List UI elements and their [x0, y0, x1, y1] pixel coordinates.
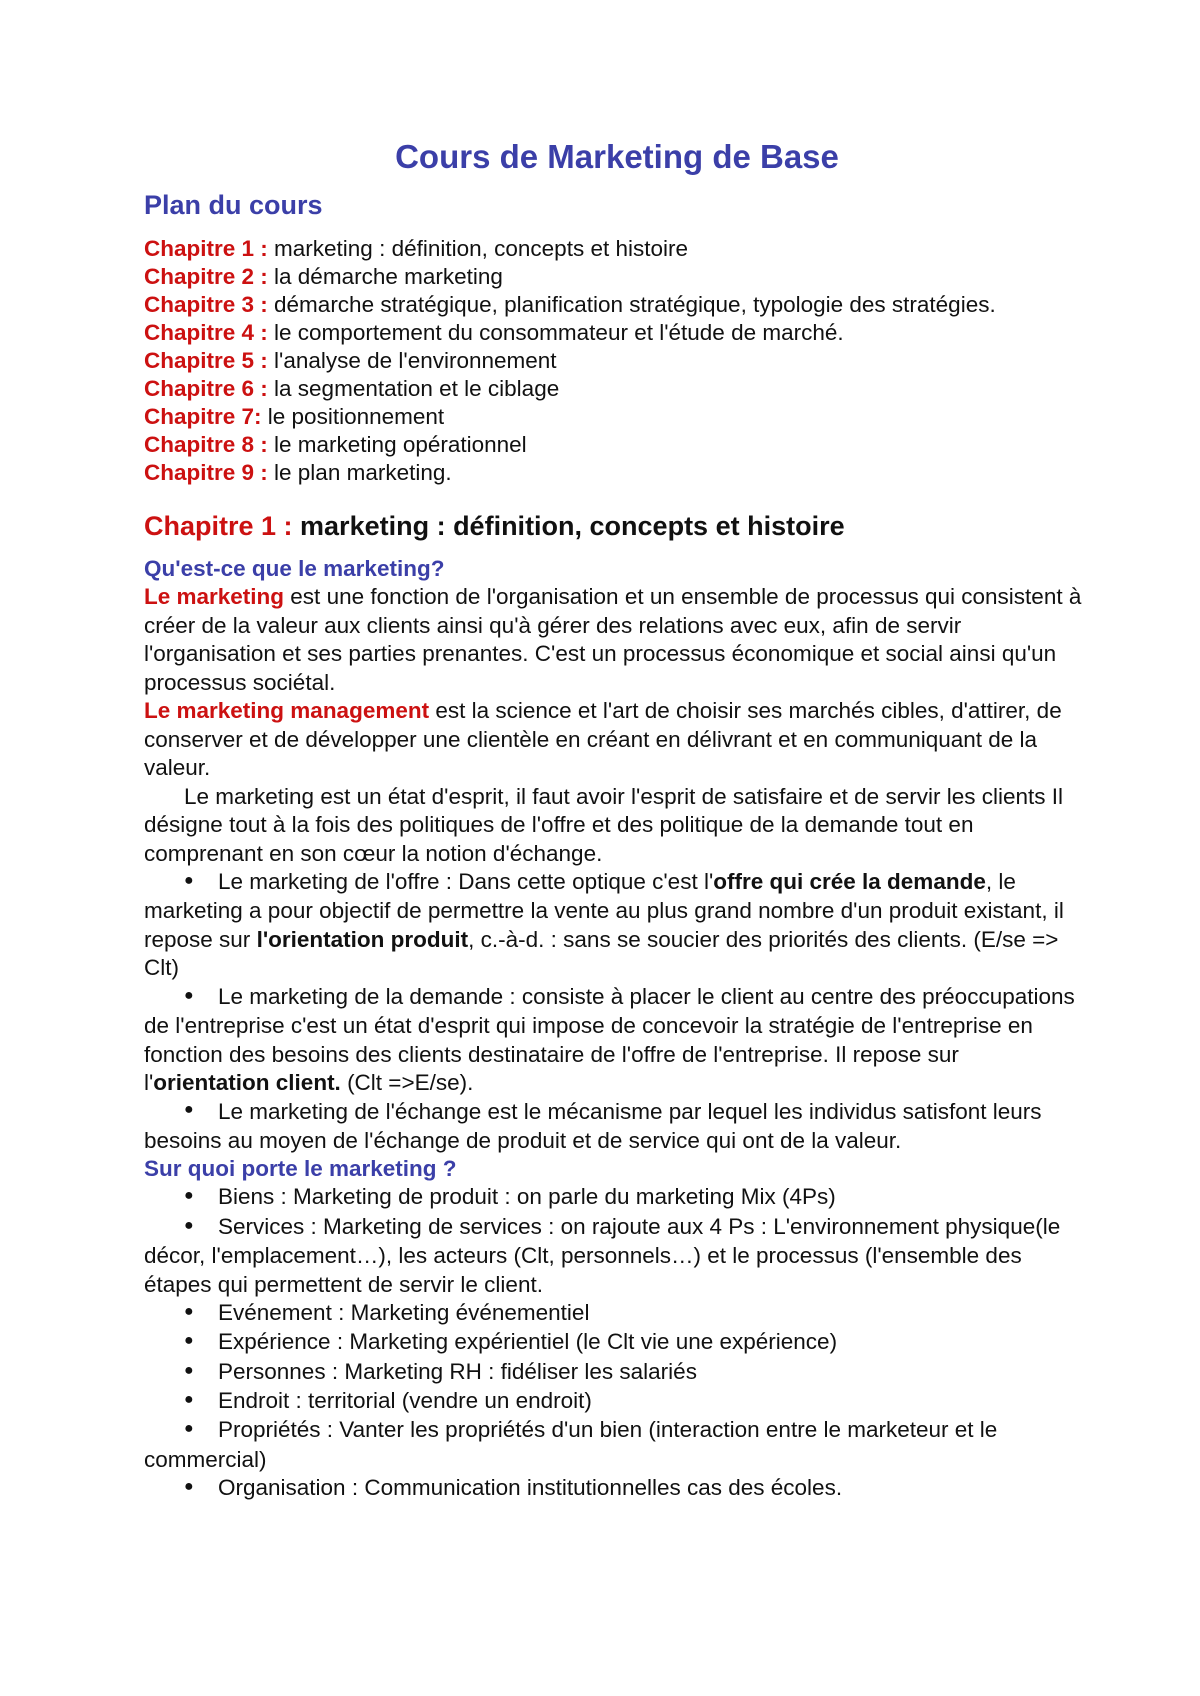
- chapter-1-heading: [144, 509, 1084, 543]
- bullet-icon: ●: [184, 1390, 194, 1408]
- toc-item: [144, 263, 1084, 291]
- chapter-1-label: Chapitre 1 :: [144, 511, 293, 541]
- toc-item: [144, 375, 1084, 403]
- marketing-scope-list: [144, 1183, 1084, 1503]
- list-item: ● Le marketing de l'échange est le mécanisme par lequel les individus satisfont leurs besoins au moyen de l'échange de produit et de service qui ont de la valeur.: [144, 1098, 1084, 1156]
- list-item: ● Propriétés : Vanter les propriétés d'un bien (interaction entre le marketeur et le commercial): [144, 1416, 1084, 1474]
- table-of-contents: [144, 235, 1084, 487]
- marketing-types-list: [144, 868, 1084, 1155]
- list-item: ● Expérience : Marketing expérientiel (le Clt vie une expérience): [144, 1328, 1084, 1357]
- bullet-icon: ●: [184, 1187, 194, 1205]
- toc-item: [144, 291, 1084, 319]
- toc-chapter-label: Chapitre 1 :: [144, 236, 268, 261]
- toc-chapter-text: le marketing opérationnel: [267, 432, 527, 457]
- definition-marketing: [144, 583, 1084, 697]
- toc-chapter-label: Chapitre 2 :: [144, 264, 268, 289]
- bullet-icon: ●: [184, 1477, 194, 1495]
- document-title: Cours de Marketing de Base: [395, 138, 839, 175]
- toc-chapter-text: la segmentation et le ciblage: [267, 376, 560, 401]
- toc-item: [144, 431, 1084, 459]
- toc-chapter-text: marketing : définition, concepts et histoire: [267, 236, 688, 261]
- list-item: ● Evénement : Marketing événementiel: [144, 1299, 1084, 1328]
- toc-chapter-text: le positionnement: [261, 404, 445, 429]
- bullet-icon: ●: [184, 1101, 194, 1119]
- definition-term: Le marketing management: [144, 698, 430, 723]
- toc-chapter-text: le comportement du consommateur et l'étude de marché.: [267, 320, 844, 345]
- definition-marketing-management: [144, 697, 1084, 783]
- bullet-icon: ●: [184, 1332, 194, 1350]
- definition-text: est une fonction de l'organisation et un ensemble de processus qui consistent à créer de la valeur aux clients ainsi qu'à gérer des relations avec eux, afin de servir l'organisation et ses parties prenantes. C'est un processus économique et social ainsi qu'un processus sociétal.: [144, 584, 1082, 695]
- toc-chapter-text: la démarche marketing: [267, 264, 503, 289]
- toc-chapter-label: Chapitre 4 :: [144, 320, 268, 345]
- list-item: ● Services : Marketing de services : on rajoute aux 4 Ps : L'environnement physique(le décor, l'emplacement…), les acteurs (Clt, personnels…) et le processus (l'ensemble des étapes qui permettent de servir le client.: [144, 1213, 1084, 1299]
- bullet-icon: ●: [184, 986, 194, 1004]
- toc-chapter-label: Chapitre 3 :: [144, 292, 268, 317]
- list-item: ● Biens : Marketing de produit : on parle du marketing Mix (4Ps): [144, 1183, 1084, 1212]
- definition-text: est la science et l'art de choisir ses marchés cibles, d'attirer, de conserver et de développer une clientèle en créant en délivrant et en communiquant de la valeur.: [144, 698, 1062, 780]
- list-item: ● Le marketing de la demande : consiste à placer le client au centre des préoccupations de l'entreprise c'est un état d'esprit qui impose de concevoir la stratégie de l'entreprise en fonction des besoins des clients destinataire de l'offre de l'entreprise. Il repose sur l'orientation client. (Clt =>E/se).: [144, 983, 1084, 1098]
- toc-chapter-label: Chapitre 6 :: [144, 376, 268, 401]
- question-what-is-marketing: Qu'est-ce que le marketing?: [144, 556, 445, 581]
- definition-term: Le marketing: [144, 584, 285, 609]
- question-what-marketing-covers: Sur quoi porte le marketing ?: [144, 1156, 457, 1182]
- chapter-1-title: marketing : définition, concepts et histoire: [292, 511, 845, 541]
- document-content: [144, 138, 1084, 1503]
- toc-chapter-text: l'analyse de l'environnement: [267, 348, 557, 373]
- paragraph-state-of-mind: Le marketing est un état d'esprit, il faut avoir l'esprit de satisfaire et de servir les clients Il désigne tout à la fois des politiques de l'offre et des politique de la demande tout en comprenant en son cœur la notion d'échange.: [144, 783, 1063, 866]
- list-item: ● Endroit : territorial (vendre un endroit): [144, 1387, 1084, 1416]
- toc-item: [144, 235, 1084, 263]
- toc-item: [144, 459, 1084, 487]
- list-item: ● Organisation : Communication institutionnelles cas des écoles.: [144, 1474, 1084, 1503]
- toc-chapter-label: Chapitre 7:: [144, 404, 262, 429]
- bullet-icon: ●: [184, 871, 194, 889]
- toc-chapter-text: le plan marketing.: [267, 460, 452, 485]
- bullet-icon: ●: [184, 1302, 194, 1320]
- toc-item: [144, 347, 1084, 375]
- toc-chapter-text: démarche stratégique, planification stratégique, typologie des stratégies.: [267, 292, 996, 317]
- toc-chapter-label: Chapitre 5 :: [144, 348, 268, 373]
- bullet-icon: ●: [184, 1216, 194, 1234]
- plan-heading: Plan du cours: [144, 190, 323, 220]
- bullet-icon: ●: [184, 1361, 194, 1379]
- toc-chapter-label: Chapitre 9 :: [144, 460, 268, 485]
- toc-item: [144, 319, 1084, 347]
- toc-chapter-label: Chapitre 8 :: [144, 432, 268, 457]
- bullet-icon: ●: [184, 1420, 194, 1438]
- list-item: ● Le marketing de l'offre : Dans cette optique c'est l'offre qui crée la demande, le marketing a pour objectif de permettre la vente au plus grand nombre d'un produit existant, il repose sur l'orientation produit, c.-à-d. : sans se soucier des priorités des clients. (E/se => Clt): [144, 868, 1084, 983]
- list-item: ● Personnes : Marketing RH : fidéliser les salariés: [144, 1358, 1084, 1387]
- toc-item: [144, 403, 1084, 431]
